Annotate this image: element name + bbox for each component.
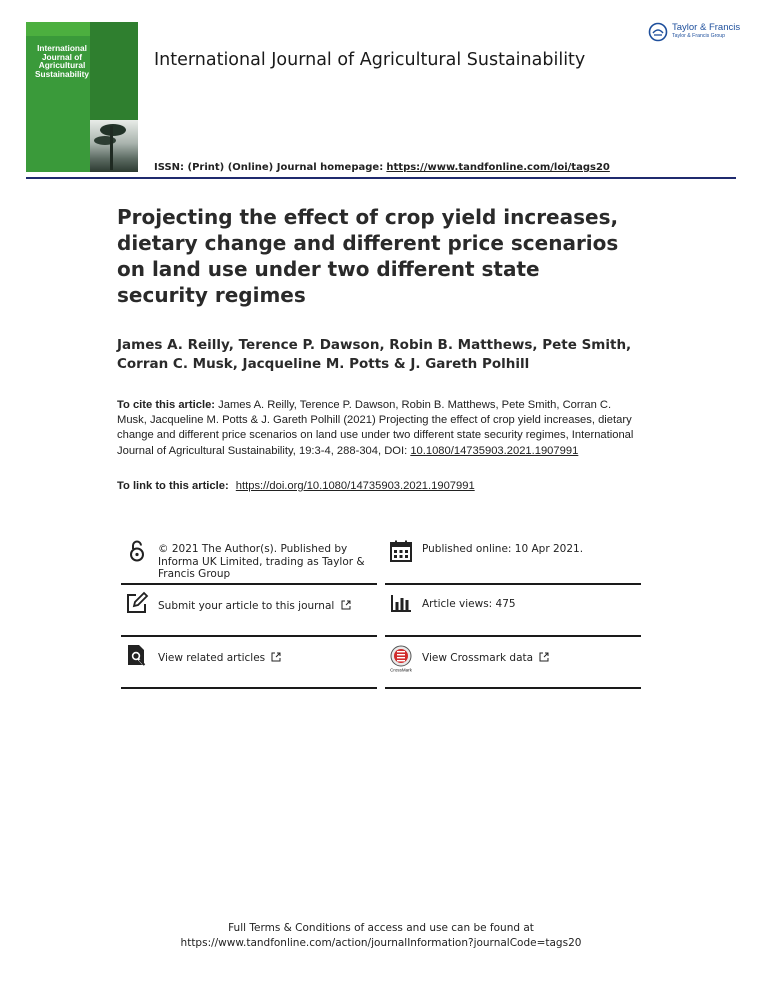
journal-name: International Journal of Agricultural Sustainability [154,50,586,70]
article-title: Projecting the effect of crop yield increases, dietary change and different price scenarios on land use under two different state security regimes [117,205,619,307]
crossmark-icon [389,645,413,673]
related-cell[interactable] [121,639,377,689]
external-link-icon [539,652,549,662]
issn-homepage-line [154,162,610,173]
related-link-wrapper[interactable] [158,652,378,665]
submit-article-link[interactable]: Submit your article to this journal [158,600,335,612]
view-related-articles-link[interactable]: View related articles [158,652,266,664]
open-access-text: © 2021 The Author(s). Published by Informa UK Limited, trading as Taylor & Francis Group [158,543,365,580]
link-label: To link to this article: [117,480,232,492]
bar-chart-icon [389,591,413,615]
published-cell [385,535,641,585]
published-date: Published online: 10 Apr 2021. [422,543,584,555]
journal-cover [26,22,138,172]
cite-text: James A. Reilly, Terence P. Dawson, Robin B. Matthews, Pete Smith, Corran C. Musk, Jacqueline M. Potts & J. Gareth Polhill (2021) Projecting the effect of crop yield increases, dietary change and different price scenarios on land use under two different state security regimes, International Journal of Agricultural Sustainability, 19:3-4, 288-304, DOI: [117,399,634,457]
footer-terms-link[interactable]: https://www.tandfonline.com/action/journalInformation?journalCode=tags20 [180,937,582,949]
journal-homepage-link[interactable]: https://www.tandfonline.com/loi/tags20 [386,162,610,173]
cell-divider [385,635,641,637]
publisher-logo[interactable] [648,22,748,46]
submit-link-wrapper[interactable] [158,600,378,613]
crossmark-link-wrapper[interactable] [422,652,642,665]
issn-label: ISSN: (Print) (Online) Journal homepage: [154,162,384,173]
tree-trunk [110,126,113,170]
crossmark-logo-text: CrossMark [390,667,412,673]
external-link-icon [341,600,351,610]
article-doi-link[interactable]: https://doi.org/10.1080/14735903.2021.1907991 [235,480,475,492]
article-views: Article views: 475 [422,598,516,610]
submit-cell[interactable] [121,587,377,637]
cell-divider [385,687,641,689]
article-link-block [117,480,637,492]
cell-divider [385,583,641,585]
cite-doi-link[interactable]: 10.1080/14735903.2021.1907991 [410,444,579,457]
document-search-icon [125,643,149,667]
cover-photo [90,120,138,172]
footer-terms [0,921,762,951]
footer-line-1: Full Terms & Conditions of access and use can be found at [228,922,534,934]
external-link-icon [271,652,281,662]
cell-divider [121,583,377,585]
publisher-subname: Taylor & Francis Group [672,33,726,39]
cell-divider [121,687,377,689]
citation-block [117,398,637,459]
calendar-icon [389,539,413,563]
open-access-lock-icon [125,539,149,563]
cell-divider [121,635,377,637]
views-cell [385,587,641,637]
edit-pencil-icon [125,591,149,615]
view-crossmark-link[interactable]: View Crossmark data [422,652,534,664]
header-divider [26,177,736,179]
cite-label: To cite this article: [117,399,216,411]
crossmark-cell[interactable] [385,639,641,689]
publisher-emblem-icon [648,22,668,42]
cover-title: International Journal of Agricultural Sustainability [35,43,89,79]
article-authors: James A. Reilly, Terence P. Dawson, Robin B. Matthews, Pete Smith, Corran C. Musk, Jacqueline M. Potts & J. Gareth Polhill [117,337,632,372]
tree-foliage [100,124,126,136]
cover-dark-panel [90,22,138,122]
open-access-cell [121,535,377,585]
publisher-name: Taylor & Francis [672,22,741,33]
